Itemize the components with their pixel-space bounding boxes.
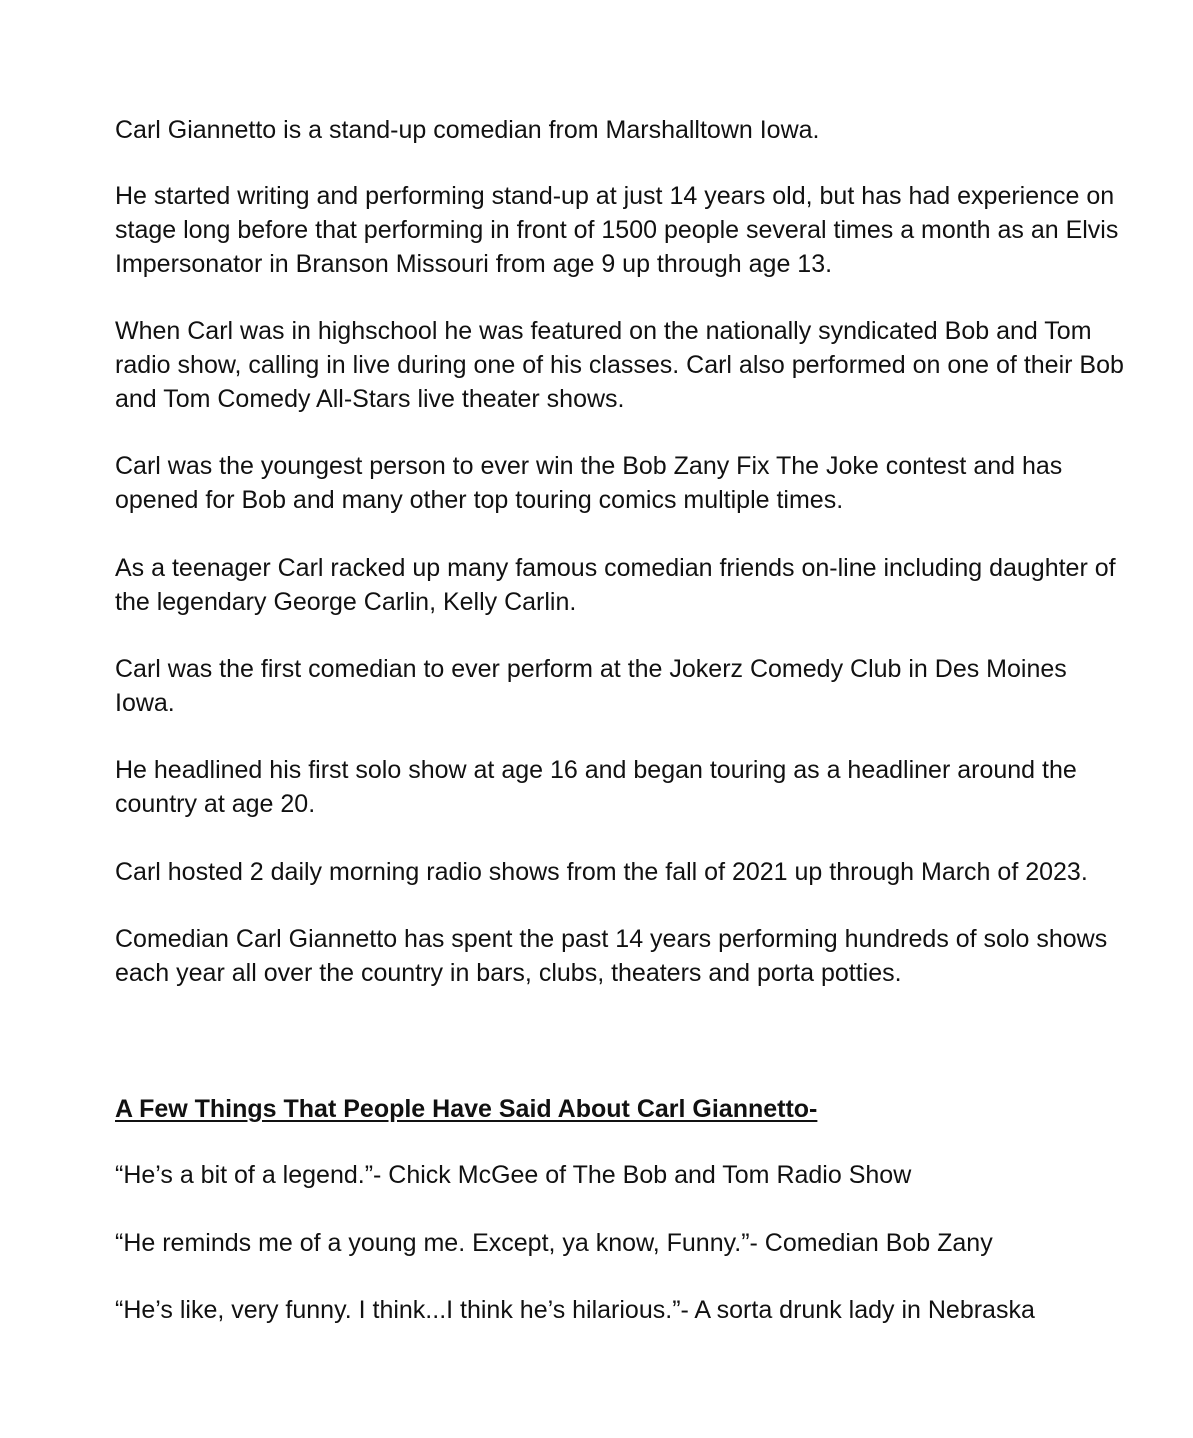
bio-paragraph-intro: Carl Giannetto is a stand-up comedian from Marshalltown Iowa.: [115, 116, 820, 144]
testimonial-quote: “He’s like, very funny. I think...I think he’s hilarious.”- A sorta drunk lady in Nebraska: [115, 1296, 1035, 1324]
testimonials-heading: A Few Things That People Have Said About Carl Giannetto-: [115, 1095, 818, 1123]
bio-paragraph-headlining: He headlined his first solo show at age 16 and began touring as a headliner around the country at age 20.: [115, 756, 1077, 818]
bio-paragraph-comedian-friends: As a teenager Carl racked up many famous comedian friends on-line including daughter of the legendary George Carlin, Kelly Carlin.: [115, 554, 1116, 616]
bio-paragraph-jokerz: Carl was the first comedian to ever perform at the Jokerz Comedy Club in Des Moines Iowa.: [115, 655, 1067, 717]
bio-paragraph-bob-and-tom: When Carl was in highschool he was featured on the nationally syndicated Bob and Tom radio show, calling in live during one of his classes. Carl also performed on one of their Bob and Tom Comedy All-Stars live theater shows.: [115, 317, 1124, 413]
testimonial-quote: “He’s a bit of a legend.”- Chick McGee of The Bob and Tom Radio Show: [115, 1161, 912, 1189]
bio-paragraph-early-career: He started writing and performing stand-up at just 14 years old, but has had experience on stage long before that performing in front of 1500 people several times a month as an Elvis Impersonator in Branson Missouri from age 9 up through age 13.: [115, 182, 1119, 278]
bio-paragraph-fix-the-joke: Carl was the youngest person to ever win the Bob Zany Fix The Joke contest and has opened for Bob and many other top touring comics multiple times.: [115, 452, 1063, 514]
bio-paragraph-touring: Comedian Carl Giannetto has spent the past 14 years performing hundreds of solo shows each year all over the country in bars, clubs, theaters and porta potties.: [115, 925, 1108, 987]
bio-paragraph-radio: Carl hosted 2 daily morning radio shows from the fall of 2021 up through March of 2023.: [115, 858, 1088, 886]
testimonial-quote: “He reminds me of a young me. Except, ya know, Funny.”- Comedian Bob Zany: [115, 1229, 993, 1257]
